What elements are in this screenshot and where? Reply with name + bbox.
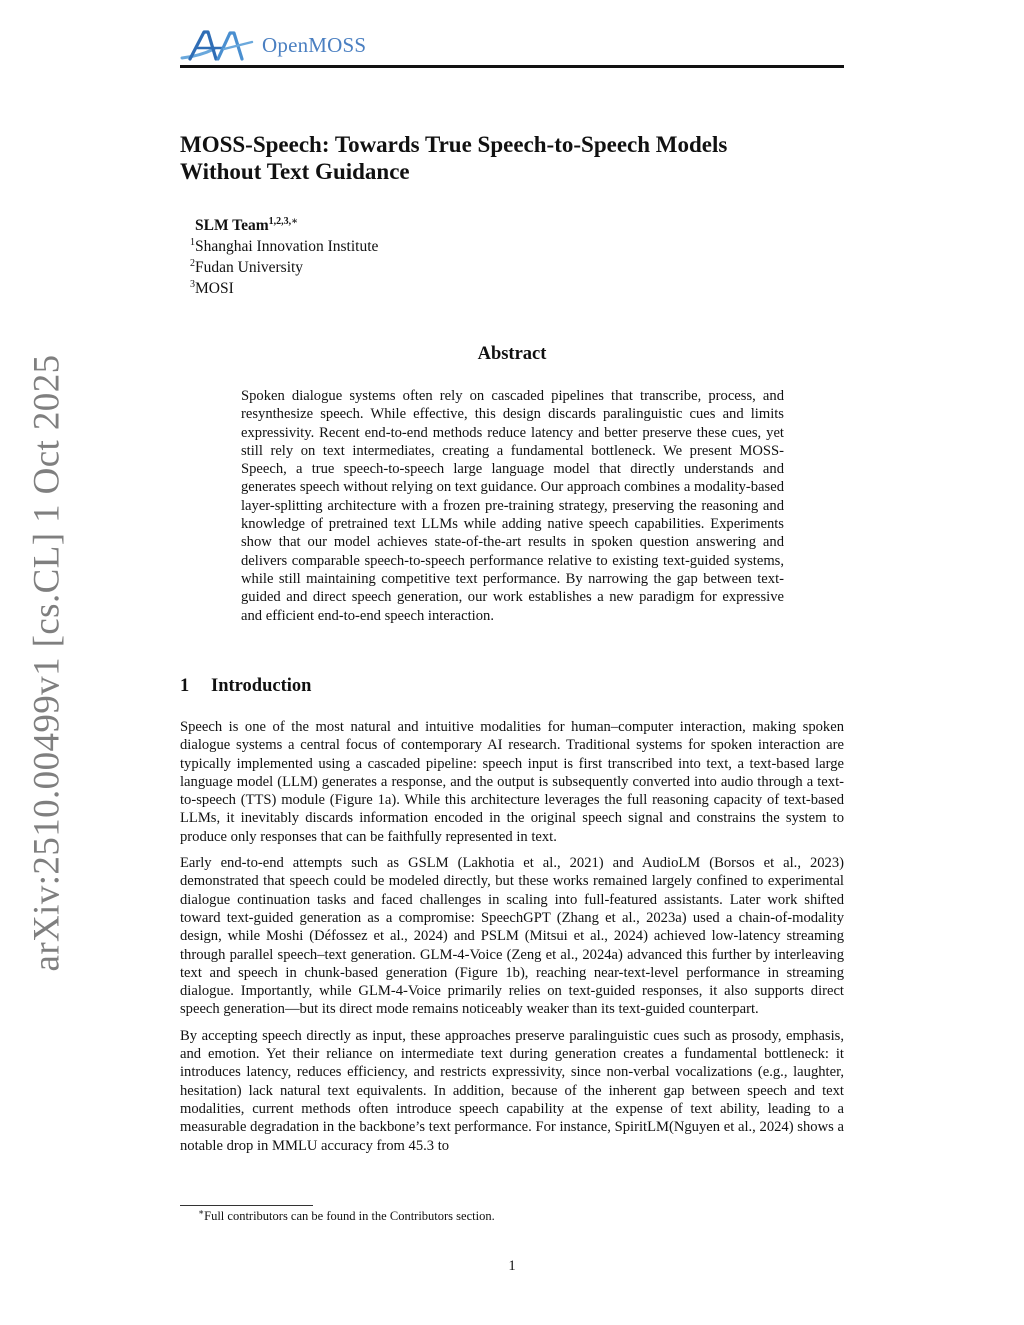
introduction-body xyxy=(180,718,844,1163)
section-number: 1 xyxy=(180,676,190,696)
paragraph: By accepting speech directly as input, these approaches preserve paralinguistic cues such as prosody, emphasis, and emotion. Yet their reliance on intermediate text during generation creates a fundamental bottleneck: it introduces latency, reduces efficiency, and restricts expressivity, since non-verbal vocalizations (e.g., laughter, hesitation) lack natural text equivalents. In addition, because of the inherent gap between speech and text modalities, current methods often introduce speech capability at the expense of text ability, leading to a measurable degradation in the backbone’s text performance. For instance, SpiritLM(Nguyen et al., 2024) shows a notable drop in MMLU accuracy from 45.3 to xyxy=(180,1027,844,1154)
team-marks: 1,2,3,∗ xyxy=(268,216,299,227)
paragraph: Early end-to-end attempts such as GSLM (Lakhotia et al., 2021) and AudioLM (Borsos et al., 2023) demonstrated that speech could be modeled directly, but these works remained largely confined to experimental dialogue continuation tasks and faced challenges in scaling into full-featured assistants. Later work shifted toward text-guided generation as a compromise: SpeechGPT (Zhang et al., 2023a) used a chain-of-modality design, while Moshi (Défossez et al., 2024) and PSLM (Mitsui et al., 2024) achieved low-latency streaming through parallel speech–text generation. GLM-4-Voice (Zeng et al., 2024a) advanced this further by interleaving text and speech in chunk-based generation (Figure 1b), reaching near-text-level performance in streaming dialogue. Importantly, while GLM-4-Voice primarily relies on text-guided responses, it also supports direct speech generation—but its direct mode remains noticeably weaker than its text-guided counterpart. xyxy=(180,855,844,1018)
section-title: Introduction xyxy=(211,676,312,696)
abstract-heading: Abstract xyxy=(477,344,547,364)
author-team xyxy=(190,215,378,236)
paragraph: Speech is one of the most natural and intuitive modalities for human–computer interaction, making spoken dialogue systems a central focus of contemporary AI research. Traditional systems for spoken interaction are typically implemented using a cascaded pipeline: speech input is first transcribed into text, a text-based large language model (LLM) generates a response, and the output is subsequently converted into audio through a text-to-speech (TTS) module (Figure 1a). While this architecture leverages the full reasoning capacity of text-based LLMs, it inevitably discards information encoded in the original speech signal and constrains the system to produce only responses that can be faithfully represented in text. xyxy=(180,719,844,845)
affiliation-mark: 2 xyxy=(190,258,195,269)
affiliation-2 xyxy=(190,257,378,278)
affiliation-mark: 3 xyxy=(190,279,195,290)
logo-text: OpenMOSS xyxy=(262,32,367,57)
header-rule xyxy=(180,65,844,68)
team-name: SLM Team xyxy=(195,217,269,234)
affiliation-3 xyxy=(190,278,378,299)
affiliation-name: Fudan University xyxy=(195,259,304,276)
affiliation-name: Shanghai Innovation Institute xyxy=(195,238,379,255)
author-block xyxy=(190,215,378,299)
openmoss-logo xyxy=(180,28,366,62)
footnote-rule xyxy=(180,1205,313,1206)
title-line-2: Without Text Guidance xyxy=(180,159,410,184)
section-heading-introduction xyxy=(180,676,311,697)
page-number: 1 xyxy=(508,1258,516,1274)
arxiv-identifier: arXiv:2510.00499v1 [cs.CL] 1 Oct 2025 xyxy=(26,354,68,972)
abstract-text: Spoken dialogue systems often rely on cascaded pipelines that transcribe, process, and resynthesize speech. While effective, this design discards paralinguistic cues and limits expressivity. Recent end-to-end methods reduce latency and better preserve these cues, yet still rely on text intermediates, creating a fundamental bottleneck. We present MOSS-Speech, a true speech-to-speech large language model that directly understands and generates speech without relying on text guidance. Our approach combines a modality-based layer-splitting architecture with a frozen pre-training strategy, preserving the reasoning and knowledge of pretrained text LLMs while adding native speech capabilities. Experiments show that our model achieves state-of-the-art results in spoken question answering and delivers comparable speech-to-speech performance relative to existing text-guided systems, while still maintaining competitive text performance. By narrowing the gap between text-guided and direct speech generation, our work establishes a new paradigm for expressive and efficient end-to-end speech interaction. xyxy=(241,388,784,624)
footnote-text: Full contributors can be found in the Contributors section. xyxy=(204,1209,495,1223)
paper-title xyxy=(180,131,844,185)
affiliation-name: MOSI xyxy=(195,280,234,297)
title-line-1: MOSS-Speech: Towards True Speech-to-Speech Models xyxy=(180,132,728,157)
footnote-mark: ∗ xyxy=(198,1207,205,1217)
openmoss-logo-icon xyxy=(180,28,256,62)
affiliation-mark: 1 xyxy=(190,237,195,248)
footnote xyxy=(198,1208,495,1224)
affiliation-1 xyxy=(190,236,378,257)
